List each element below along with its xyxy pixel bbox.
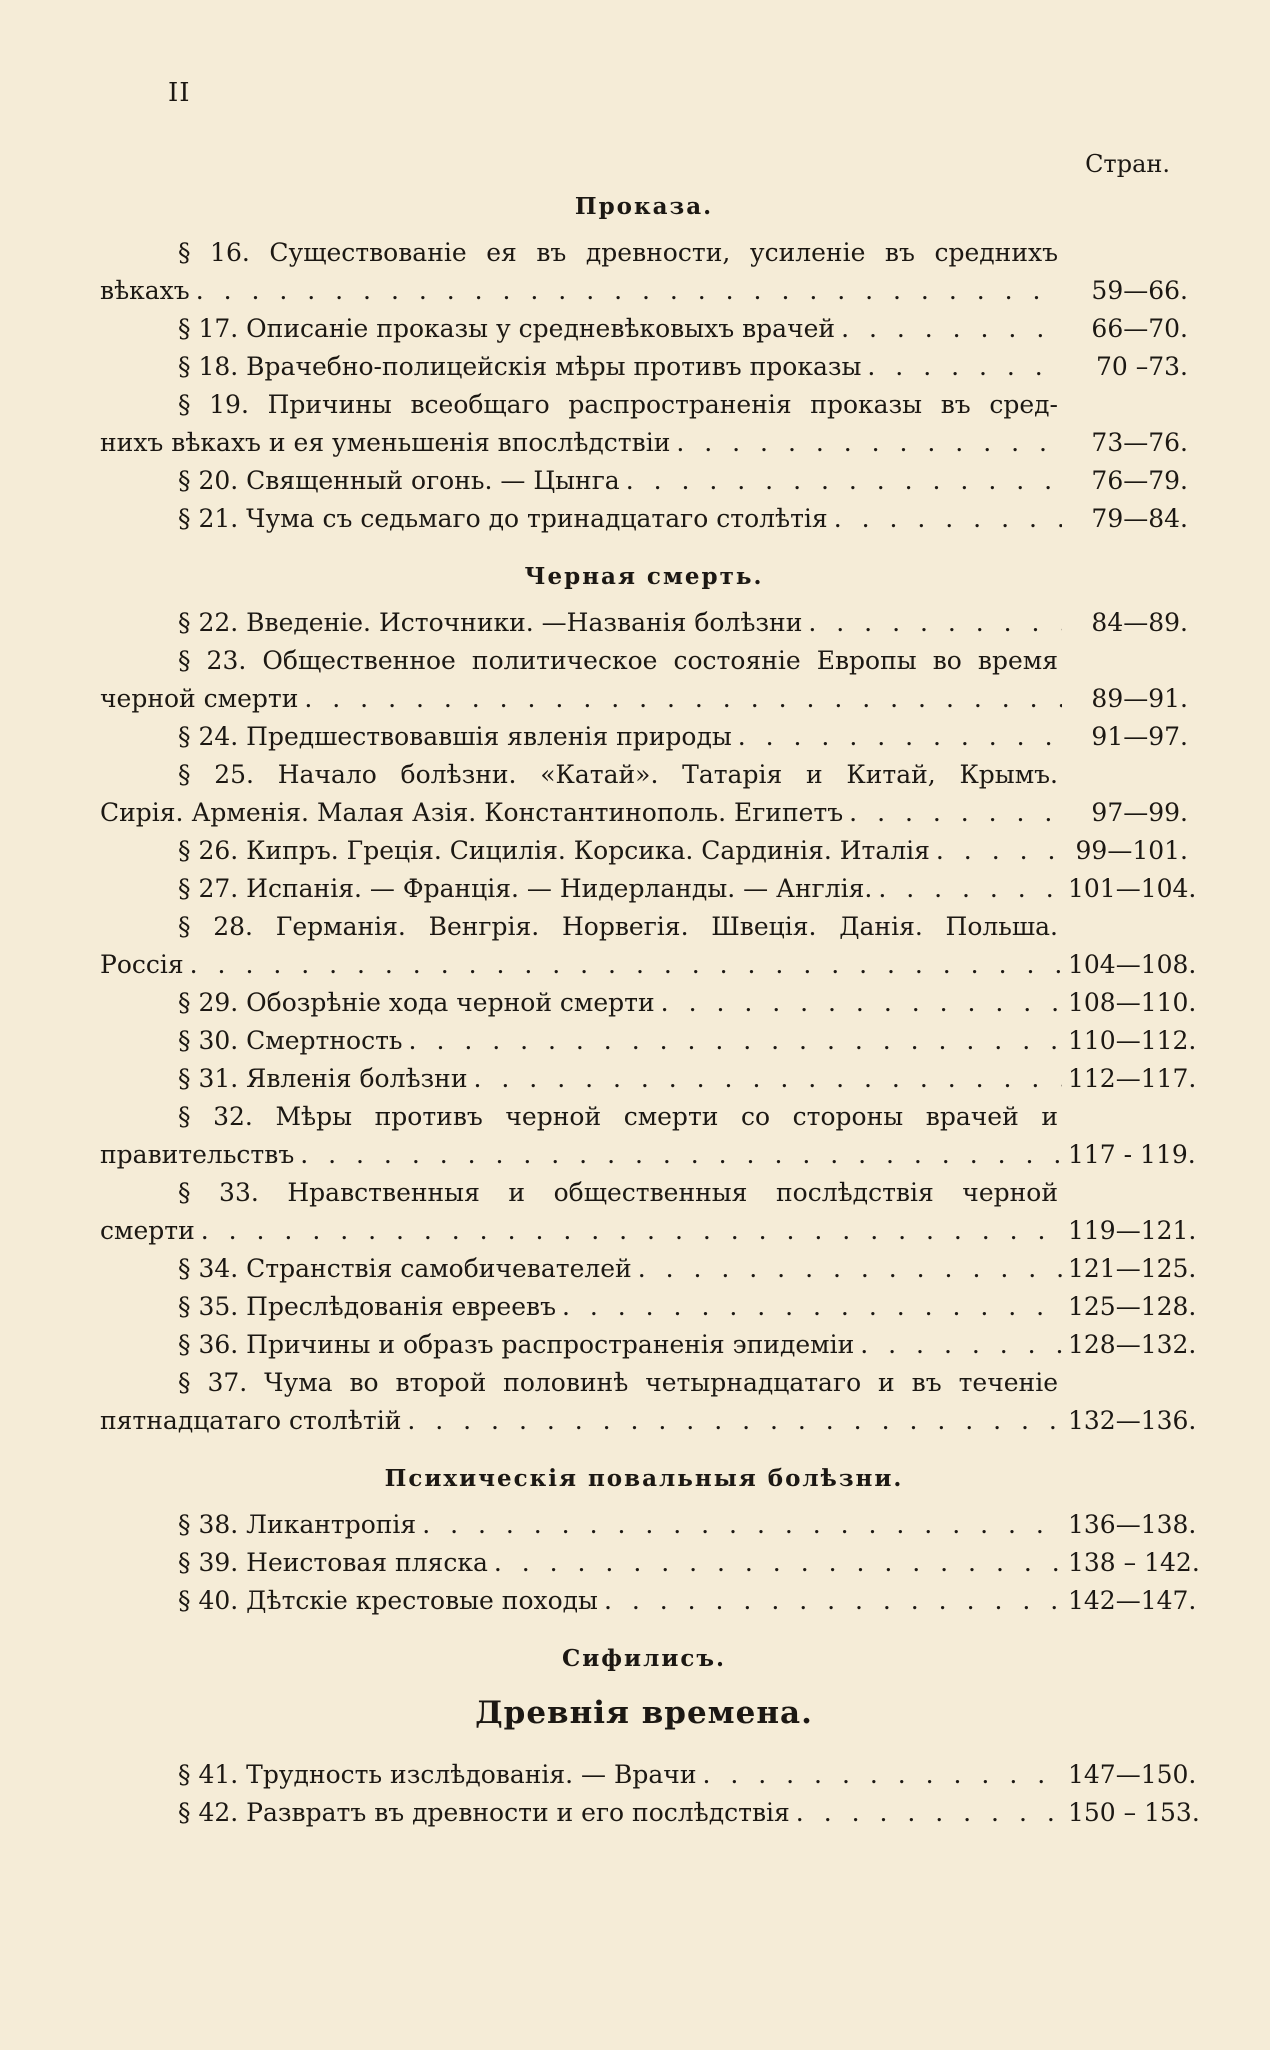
toc-entry xyxy=(100,870,1197,908)
toc-entry xyxy=(100,756,1188,832)
dot-leader xyxy=(300,1136,1062,1174)
entry-pages: 138 – 142. xyxy=(1068,1548,1200,1577)
entry-pages: 112—117. xyxy=(1068,1064,1197,1093)
entry-title-continued: пятнадцатаго столѣтій xyxy=(100,1406,402,1435)
column-header-pages: Стран. xyxy=(1085,150,1170,178)
dot-leader xyxy=(878,870,1062,908)
entry-number: § 27. xyxy=(178,874,239,903)
entry-pages: 101—104. xyxy=(1068,874,1197,903)
toc-entry xyxy=(100,462,1188,500)
dot-leader xyxy=(196,272,1062,310)
toc-entry xyxy=(100,1756,1197,1794)
entry-title-continued: смерти xyxy=(100,1216,195,1245)
entry-pages: 150 – 153. xyxy=(1068,1798,1200,1827)
toc-entry xyxy=(100,984,1197,1022)
entry-title: Введеніе. Источники. —Названія болѣзни xyxy=(246,608,803,637)
entry-title: Германія. Венгрія. Норвегія. Швеція. Данія. Польша. xyxy=(275,912,1058,941)
entry-number: § 42. xyxy=(178,1798,239,1827)
dot-leader xyxy=(702,1756,1062,1794)
entry-title: Явленія болѣзни xyxy=(246,1064,468,1093)
dot-leader xyxy=(190,946,1062,984)
dot-leader xyxy=(676,424,1062,462)
toc-entry xyxy=(100,500,1188,538)
entry-title: Чума съ седьмаго до тринадцатаго столѣтія xyxy=(246,504,828,533)
entry-pages: 73—76. xyxy=(1091,428,1188,457)
toc-entry xyxy=(100,642,1188,718)
dot-leader xyxy=(494,1544,1062,1582)
entry-title: Смертность xyxy=(246,1026,403,1055)
entry-number: § 32. xyxy=(178,1102,253,1131)
toc-entry xyxy=(100,1060,1197,1098)
entry-title-continued: правительствъ xyxy=(100,1140,295,1169)
entry-title: Причины и образъ распространенія эпидеміи xyxy=(246,1330,855,1359)
entry-pages: 132—136. xyxy=(1068,1406,1197,1435)
entry-number: § 29. xyxy=(178,988,239,1017)
dot-leader xyxy=(409,1022,1062,1060)
section-heading: Черная смерть. xyxy=(524,563,764,590)
entry-number: § 17. xyxy=(178,314,239,343)
entry-number: § 35. xyxy=(178,1292,239,1321)
entry-pages: 121—125. xyxy=(1068,1254,1197,1283)
toc-entry xyxy=(100,1364,1197,1440)
entry-number: § 23. xyxy=(178,646,247,675)
entry-title: Существованіе ея въ древности, усиленіе въ среднихъ xyxy=(269,238,1058,267)
dot-leader xyxy=(304,680,1062,718)
entry-number: § 25. xyxy=(178,760,254,789)
entry-number: § 18. xyxy=(178,352,239,381)
dot-leader xyxy=(407,1402,1062,1440)
dot-leader xyxy=(626,462,1062,500)
entry-number: § 31. xyxy=(178,1064,239,1093)
entry-title: Мѣры противъ черной смерти со стороны врачей и xyxy=(275,1102,1058,1131)
dot-leader xyxy=(738,718,1062,756)
entry-title: Общественное политическое состояніе Европы во время xyxy=(262,646,1058,675)
entry-title-continued: Россія xyxy=(100,950,184,979)
toc-entry xyxy=(100,1506,1197,1544)
toc-entry xyxy=(100,718,1188,756)
entry-pages: 84—89. xyxy=(1091,608,1188,637)
entry-number: § 39. xyxy=(178,1548,239,1577)
table-of-contents xyxy=(100,184,1200,1832)
entry-title: Дѣтскіе крестовые походы xyxy=(246,1586,598,1615)
dot-leader xyxy=(562,1288,1062,1326)
toc-entry xyxy=(100,386,1188,462)
toc-entry xyxy=(100,1250,1197,1288)
entry-pages: 147—150. xyxy=(1068,1760,1197,1789)
entry-number: § 30. xyxy=(178,1026,239,1055)
entry-number: § 38. xyxy=(178,1510,239,1539)
entry-number: § 41. xyxy=(178,1760,239,1789)
entry-pages: 128—132. xyxy=(1068,1330,1197,1359)
entry-pages: 79—84. xyxy=(1091,504,1188,533)
entry-pages: 66—70. xyxy=(1091,314,1188,343)
section-subheading: Древнія времена. xyxy=(475,1695,813,1731)
entry-number: § 26. xyxy=(178,836,239,865)
dot-leader xyxy=(867,348,1062,386)
dot-leader xyxy=(422,1506,1062,1544)
entry-title: Преслѣдованія евреевъ xyxy=(246,1292,556,1321)
entry-title-continued: вѣкахъ xyxy=(100,276,190,305)
dot-leader xyxy=(808,604,1062,642)
entry-pages: 110—112. xyxy=(1068,1026,1197,1055)
entry-title: Чума во второй половинѣ четырнадцатаго и въ теченіе xyxy=(264,1368,1058,1397)
entry-pages: 136—138. xyxy=(1068,1510,1197,1539)
entry-pages: 99—101. xyxy=(1075,836,1188,865)
entry-title-continued: нихъ вѣкахъ и ея уменьшенія впослѣдствіи xyxy=(100,428,671,457)
dot-leader xyxy=(661,984,1062,1022)
entry-pages: 117 - 119. xyxy=(1068,1140,1196,1169)
dot-leader xyxy=(841,310,1062,348)
toc-entry xyxy=(100,1174,1197,1250)
entry-pages: 91—97. xyxy=(1091,722,1188,751)
toc-entry xyxy=(100,348,1188,386)
entry-title: Врачебно-полицейскія мѣры противъ проказы xyxy=(246,352,862,381)
entry-title: Причины всеобщаго распространенія проказы въ сред- xyxy=(267,390,1058,419)
toc-entry xyxy=(100,1022,1197,1060)
section-heading: Психическія повальныя болѣзни. xyxy=(384,1465,904,1492)
toc-entry xyxy=(100,1544,1200,1582)
entry-title: Испанія. — Франція. — Нидерланды. — Англія. xyxy=(246,874,873,903)
entry-title: Неистовая пляска xyxy=(246,1548,488,1577)
entry-pages: 119—121. xyxy=(1068,1216,1197,1245)
dot-leader xyxy=(834,500,1062,538)
section-heading: Проказа. xyxy=(574,193,714,220)
dot-leader xyxy=(849,794,1062,832)
dot-leader xyxy=(936,832,1062,870)
dot-leader xyxy=(201,1212,1062,1250)
toc-entry xyxy=(100,1582,1197,1620)
toc-entry xyxy=(100,1288,1197,1326)
entry-number: § 22. xyxy=(178,608,239,637)
entry-title: Кипръ. Греція. Сицилія. Корсика. Сардинія. Италія xyxy=(246,836,930,865)
section-heading: Сифилисъ. xyxy=(561,1645,727,1672)
toc-entry xyxy=(100,234,1188,310)
entry-pages: 70 –73. xyxy=(1095,352,1188,381)
dot-leader xyxy=(604,1582,1062,1620)
entry-number: § 40. xyxy=(178,1586,239,1615)
page-number: II xyxy=(168,78,191,108)
entry-number: § 28. xyxy=(178,912,254,941)
toc-entry xyxy=(100,908,1197,984)
dot-leader xyxy=(796,1794,1062,1832)
entry-title: Обозрѣніе хода черной смерти xyxy=(246,988,655,1017)
toc-entry xyxy=(100,1098,1196,1174)
entry-number: § 24. xyxy=(178,722,239,751)
entry-pages: 104—108. xyxy=(1068,950,1197,979)
toc-entry xyxy=(100,1794,1200,1832)
entry-number: § 19. xyxy=(178,390,249,419)
entry-number: § 37. xyxy=(178,1368,248,1397)
toc-entry xyxy=(100,604,1188,642)
toc-entry xyxy=(100,832,1188,870)
entry-title: Ликантропія xyxy=(246,1510,417,1539)
entry-number: § 21. xyxy=(178,504,239,533)
entry-pages: 59—66. xyxy=(1091,276,1188,305)
entry-title: Предшествовавшія явленія природы xyxy=(246,722,732,751)
entry-number: § 33. xyxy=(178,1178,259,1207)
entry-number: § 36. xyxy=(178,1330,239,1359)
entry-pages: 76—79. xyxy=(1091,466,1188,495)
dot-leader xyxy=(638,1250,1062,1288)
entry-pages: 97—99. xyxy=(1091,798,1188,827)
entry-title: Начало болѣзни. «Катай». Татарія и Китай, Крымъ. xyxy=(277,760,1058,789)
entry-title: Описаніе проказы у средневѣковыхъ врачей xyxy=(246,314,836,343)
entry-pages: 108—110. xyxy=(1068,988,1197,1017)
entry-title: Развратъ въ древности и его послѣдствія xyxy=(246,1798,790,1827)
entry-title-continued: черной смерти xyxy=(100,684,299,713)
toc-entry xyxy=(100,1326,1197,1364)
entry-pages: 142—147. xyxy=(1068,1586,1197,1615)
entry-number: § 20. xyxy=(178,466,239,495)
entry-number: § 16. xyxy=(178,238,250,267)
dot-leader xyxy=(474,1060,1062,1098)
entry-pages: 125—128. xyxy=(1068,1292,1197,1321)
entry-title: Трудность изслѣдованія. — Врачи xyxy=(246,1760,697,1789)
entry-title-continued: Сирія. Арменія. Малая Азія. Константинополь. Египетъ xyxy=(100,798,844,827)
toc-entry xyxy=(100,310,1188,348)
entry-title: Нравственныя и общественныя послѣдствія черной xyxy=(287,1178,1058,1207)
entry-pages: 89—91. xyxy=(1091,684,1188,713)
entry-title: Священный огонь. — Цынга xyxy=(246,466,620,495)
entry-title: Странствія самобичевателей xyxy=(246,1254,632,1283)
entry-number: § 34. xyxy=(178,1254,239,1283)
dot-leader xyxy=(860,1326,1062,1364)
